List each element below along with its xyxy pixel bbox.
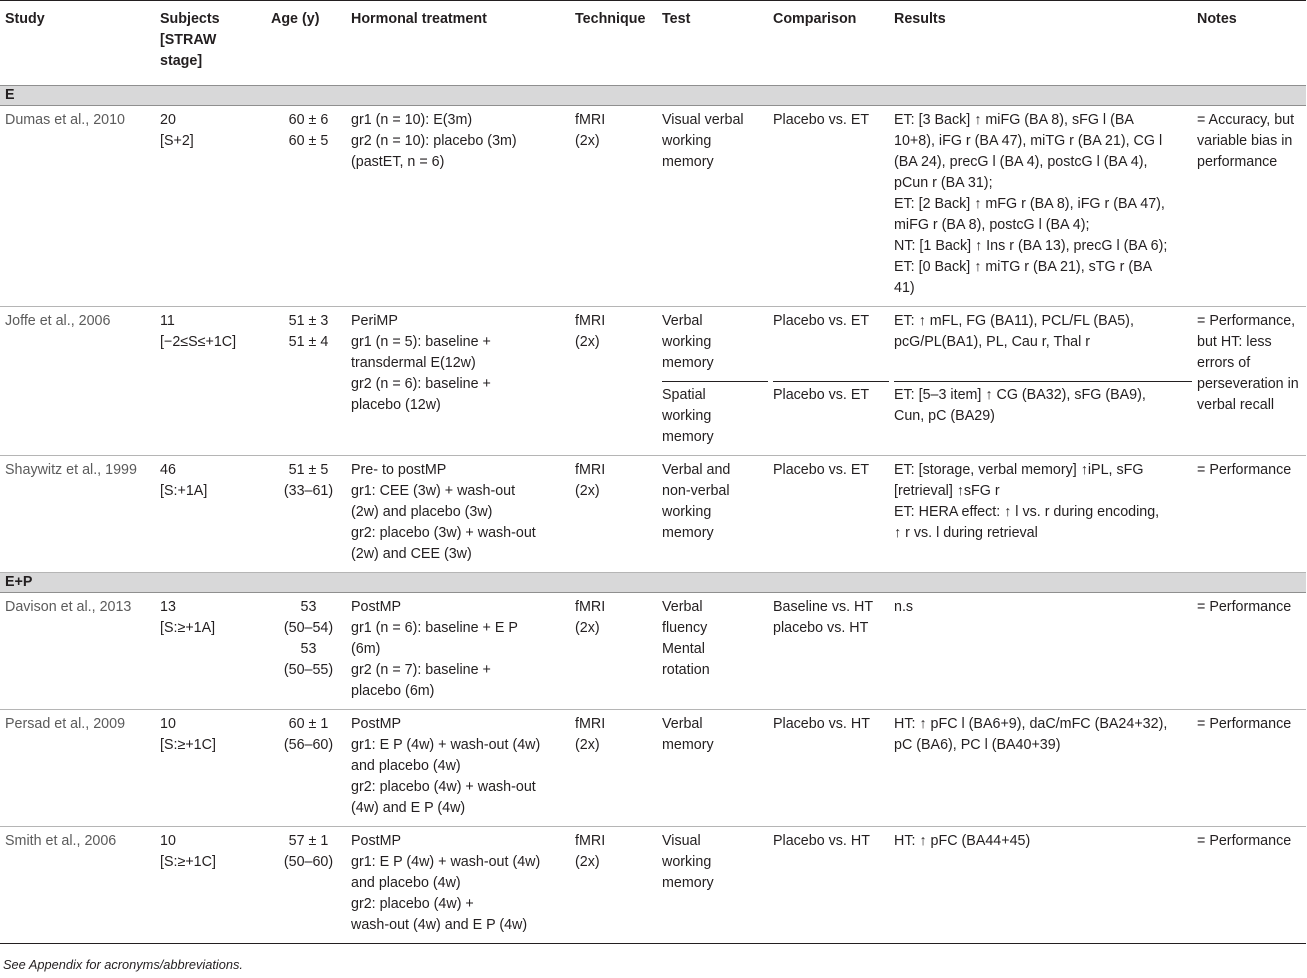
cell-line: = Accuracy, but bbox=[1197, 112, 1295, 128]
results-block bbox=[894, 381, 1192, 427]
cell-line: memory bbox=[662, 525, 714, 541]
cell-line: 10+8), iFG r (BA 47), miTG r (BA 21), CG l bbox=[894, 133, 1163, 149]
section-label: E+P bbox=[0, 573, 1306, 593]
cell-line: 60 ± 6 bbox=[288, 112, 329, 128]
cell-line: Visual bbox=[662, 833, 701, 849]
cell-line: 41) bbox=[894, 280, 915, 296]
cell-line: 53 bbox=[300, 599, 317, 615]
cell-line: (2x) bbox=[575, 334, 600, 350]
cell-line: working bbox=[662, 408, 712, 424]
study-cell: Davison et al., 2013 bbox=[0, 593, 155, 710]
header-results: Results bbox=[889, 1, 1192, 86]
cell-line: = Performance bbox=[1197, 599, 1292, 615]
cell-line: working bbox=[662, 334, 712, 350]
cell-line: pC (BA6), PC l (BA40+39) bbox=[894, 737, 1061, 753]
cell-line: Verbal and bbox=[662, 462, 731, 478]
technique-cell bbox=[570, 307, 657, 456]
technique-cell bbox=[570, 593, 657, 710]
section-row bbox=[0, 573, 1306, 593]
cell-line: Cun, pC (BA29) bbox=[894, 408, 995, 424]
cell-line: (50–55) bbox=[283, 662, 334, 678]
notes-block bbox=[1197, 311, 1306, 416]
cell-line: fMRI bbox=[575, 313, 606, 329]
cell-line: (2x) bbox=[575, 737, 600, 753]
cell-line: and placebo (4w) bbox=[351, 875, 461, 891]
header-notes: Notes bbox=[1192, 1, 1306, 86]
technique-block bbox=[575, 597, 657, 639]
notes-cell bbox=[1192, 827, 1306, 944]
subjects-block bbox=[160, 714, 271, 756]
cell-line: ↑ r vs. l during retrieval bbox=[894, 525, 1038, 541]
test-cell bbox=[657, 456, 768, 573]
subjects-cell bbox=[155, 456, 271, 573]
cell-line: Pre- to postMP bbox=[351, 462, 447, 478]
study-cell: Dumas et al., 2010 bbox=[0, 106, 155, 307]
comparison-block bbox=[773, 597, 889, 639]
study-cell: Persad et al., 2009 bbox=[0, 710, 155, 827]
technique-cell bbox=[570, 710, 657, 827]
cell-line: (2w) and placebo (3w) bbox=[351, 504, 493, 520]
cell-line: fMRI bbox=[575, 716, 606, 732]
results-block bbox=[894, 460, 1192, 544]
cell-line: n.s bbox=[894, 599, 914, 615]
cell-line: = Performance, bbox=[1197, 313, 1296, 329]
table-header bbox=[0, 1, 1306, 86]
cell-line: 46 bbox=[160, 462, 176, 478]
notes-block bbox=[1197, 110, 1306, 173]
results-block bbox=[894, 714, 1192, 756]
technique-block bbox=[575, 831, 657, 873]
subjects-cell bbox=[155, 593, 271, 710]
study-cell: Shaywitz et al., 1999 bbox=[0, 456, 155, 573]
cell-line: working bbox=[662, 504, 712, 520]
cell-line: 10 bbox=[160, 833, 176, 849]
age-block bbox=[271, 460, 346, 502]
cell-line: fMRI bbox=[575, 462, 606, 478]
cell-line: [S:≥+1A] bbox=[160, 620, 216, 636]
cell-line: Spatial bbox=[662, 387, 706, 403]
cell-line: memory bbox=[662, 429, 714, 445]
technique-cell bbox=[570, 106, 657, 307]
study-cell: Joffe et al., 2006 bbox=[0, 307, 155, 456]
test-cell bbox=[657, 593, 768, 710]
cell-line: rotation bbox=[662, 662, 710, 678]
results-block bbox=[894, 110, 1192, 299]
test-cell bbox=[657, 827, 768, 944]
notes-block bbox=[1197, 597, 1306, 618]
cell-line: transdermal E(12w) bbox=[351, 355, 476, 371]
cell-line: [S:+1A] bbox=[160, 483, 208, 499]
subjects-cell bbox=[155, 307, 271, 456]
hormonal-treatment-block bbox=[351, 831, 570, 936]
notes-cell bbox=[1192, 307, 1306, 456]
cell-line: 51 ± 4 bbox=[288, 334, 329, 350]
notes-cell bbox=[1192, 106, 1306, 307]
cell-line: Visual verbal bbox=[662, 112, 744, 128]
subjects-cell bbox=[155, 710, 271, 827]
cell-line: Mental bbox=[662, 641, 705, 657]
cell-line: 20 bbox=[160, 112, 176, 128]
age-block bbox=[271, 110, 346, 152]
cell-line: working bbox=[662, 854, 712, 870]
cell-line: 13 bbox=[160, 599, 176, 615]
cell-line: variable bias in bbox=[1197, 133, 1293, 149]
subjects-cell bbox=[155, 827, 271, 944]
cell-line: Verbal bbox=[662, 716, 703, 732]
test-block bbox=[662, 460, 768, 544]
test-block bbox=[662, 831, 768, 894]
cell-line: ET: [5–3 item] ↑ CG (BA32), sFG (BA9), bbox=[894, 387, 1146, 403]
cell-line: [−2≤S≤+1C] bbox=[160, 334, 237, 350]
cell-line: = Performance bbox=[1197, 716, 1292, 732]
cell-line: HT: ↑ pFC (BA44+45) bbox=[894, 833, 1031, 849]
cell-line: memory bbox=[662, 875, 714, 891]
cell-line: Verbal bbox=[662, 599, 703, 615]
header-age: Age (y) bbox=[271, 1, 346, 86]
cell-line: gr2 (n = 7): baseline + bbox=[351, 662, 491, 678]
test-block bbox=[662, 381, 768, 448]
cell-line: ET: [storage, verbal memory] ↑iPL, sFG bbox=[894, 462, 1144, 478]
header-hormonal-treatment: Hormonal treatment bbox=[346, 1, 570, 86]
cell-line: ET: [0 Back] ↑ miTG r (BA 21), sTG r (BA bbox=[894, 259, 1153, 275]
cell-line: 60 ± 5 bbox=[288, 133, 329, 149]
notes-cell bbox=[1192, 710, 1306, 827]
cell-line: (2w) and CEE (3w) bbox=[351, 546, 472, 562]
hormonal-treatment-cell bbox=[346, 106, 570, 307]
comparison-cell bbox=[768, 710, 889, 827]
hormonal-treatment-block bbox=[351, 110, 570, 173]
cell-line: pCun r (BA 31); bbox=[894, 175, 993, 191]
header-technique: Technique bbox=[570, 1, 657, 86]
table-body bbox=[0, 86, 1306, 944]
comparison-block bbox=[773, 714, 889, 735]
cell-line: non-verbal bbox=[662, 483, 730, 499]
test-block bbox=[662, 110, 768, 173]
cell-line: (2x) bbox=[575, 620, 600, 636]
cell-line: 51 ± 3 bbox=[288, 313, 329, 329]
cell-line: PostMP bbox=[351, 716, 402, 732]
table-row bbox=[0, 710, 1306, 827]
cell-line: placebo (6m) bbox=[351, 683, 435, 699]
age-block bbox=[271, 831, 346, 873]
cell-line: gr1 (n = 6): baseline + E P bbox=[351, 620, 518, 636]
cell-line: (33–61) bbox=[283, 483, 334, 499]
results-block bbox=[894, 597, 1192, 618]
header-subjects-line: Subjects bbox=[160, 11, 220, 27]
cell-line: fMRI bbox=[575, 599, 606, 615]
cell-line: wash-out (4w) and E P (4w) bbox=[351, 917, 528, 933]
results-cell bbox=[889, 827, 1192, 944]
cell-line: verbal recall bbox=[1197, 397, 1275, 413]
table-row bbox=[0, 456, 1306, 573]
results-cell bbox=[889, 307, 1192, 456]
test-cell bbox=[657, 307, 768, 456]
subjects-block bbox=[160, 311, 271, 353]
results-cell bbox=[889, 710, 1192, 827]
comparison-cell bbox=[768, 307, 889, 456]
cell-line: [S:≥+1C] bbox=[160, 737, 216, 753]
test-cell bbox=[657, 106, 768, 307]
hormonal-treatment-block bbox=[351, 460, 570, 565]
age-block bbox=[271, 311, 346, 353]
cell-line: PostMP bbox=[351, 599, 402, 615]
age-block bbox=[271, 597, 346, 681]
cell-line: placebo (12w) bbox=[351, 397, 441, 413]
technique-block bbox=[575, 110, 657, 152]
cell-line: (6m) bbox=[351, 641, 381, 657]
cell-line: PeriMP bbox=[351, 313, 398, 329]
table-row bbox=[0, 106, 1306, 307]
cell-line: Baseline vs. HT bbox=[773, 599, 874, 615]
cell-line: ET: [3 Back] ↑ miFG (BA 8), sFG l (BA bbox=[894, 112, 1134, 128]
results-cell bbox=[889, 593, 1192, 710]
cell-line: Placebo vs. ET bbox=[773, 112, 870, 128]
cell-line: Placebo vs. ET bbox=[773, 387, 870, 403]
hormonal-treatment-block bbox=[351, 714, 570, 819]
cell-line: (50–54) bbox=[283, 620, 334, 636]
cell-line: Placebo vs. HT bbox=[773, 833, 870, 849]
cell-line: memory bbox=[662, 154, 714, 170]
cell-line: working bbox=[662, 133, 712, 149]
subjects-block bbox=[160, 110, 271, 152]
technique-cell bbox=[570, 456, 657, 573]
cell-line: perseveration in bbox=[1197, 376, 1299, 392]
table-row bbox=[0, 307, 1306, 456]
cell-line: = Performance bbox=[1197, 462, 1292, 478]
results-block bbox=[894, 311, 1192, 353]
cell-line: ET: [2 Back] ↑ mFG r (BA 8), iFG r (BA 47), bbox=[894, 196, 1165, 212]
cell-line: (BA 24), precG l (BA 4), postcG l (BA 4), bbox=[894, 154, 1148, 170]
hormonal-treatment-cell bbox=[346, 307, 570, 456]
cell-line: performance bbox=[1197, 154, 1278, 170]
cell-line: 60 ± 1 bbox=[288, 716, 329, 732]
age-cell bbox=[271, 307, 346, 456]
subjects-block bbox=[160, 831, 271, 873]
cell-line: (2x) bbox=[575, 854, 600, 870]
subjects-cell bbox=[155, 106, 271, 307]
comparison-block bbox=[773, 381, 889, 406]
cell-line: gr1: E P (4w) + wash-out (4w) bbox=[351, 737, 541, 753]
cell-line: gr1: CEE (3w) + wash-out bbox=[351, 483, 516, 499]
cell-line: gr2: placebo (3w) + wash-out bbox=[351, 525, 536, 541]
hormonal-treatment-block bbox=[351, 597, 570, 702]
comparison-block bbox=[773, 311, 889, 332]
cell-line: memory bbox=[662, 355, 714, 371]
results-cell bbox=[889, 106, 1192, 307]
cell-line: (2x) bbox=[575, 483, 600, 499]
cell-line: fMRI bbox=[575, 833, 606, 849]
cell-line: ET: HERA effect: ↑ l vs. r during encoding, bbox=[894, 504, 1160, 520]
age-cell bbox=[271, 106, 346, 307]
age-cell bbox=[271, 593, 346, 710]
hormonal-treatment-cell bbox=[346, 593, 570, 710]
test-block bbox=[662, 714, 768, 756]
cell-line: Placebo vs. HT bbox=[773, 716, 870, 732]
cell-line: (56–60) bbox=[283, 737, 334, 753]
test-block bbox=[662, 597, 768, 681]
comparison-cell bbox=[768, 593, 889, 710]
cell-line: gr2: placebo (4w) + bbox=[351, 896, 474, 912]
cell-line: (2x) bbox=[575, 133, 600, 149]
cell-line: HT: ↑ pFC l (BA6+9), daC/mFC (BA24+32), bbox=[894, 716, 1168, 732]
age-cell bbox=[271, 456, 346, 573]
cell-line: gr1 (n = 10): E(3m) bbox=[351, 112, 473, 128]
hormonal-treatment-cell bbox=[346, 456, 570, 573]
age-cell bbox=[271, 710, 346, 827]
results-cell bbox=[889, 456, 1192, 573]
cell-line: and placebo (4w) bbox=[351, 758, 461, 774]
cell-line: 51 ± 5 bbox=[288, 462, 329, 478]
cell-line: Placebo vs. ET bbox=[773, 313, 870, 329]
cell-line: [retrieval] ↑sFG r bbox=[894, 483, 1000, 499]
hormonal-treatment-block bbox=[351, 311, 570, 416]
comparison-cell bbox=[768, 456, 889, 573]
section-label: E bbox=[0, 86, 1306, 106]
cell-line: gr2 (n = 6): baseline + bbox=[351, 376, 491, 392]
notes-block bbox=[1197, 460, 1306, 481]
comparison-block bbox=[773, 110, 889, 131]
cell-line: = Performance bbox=[1197, 833, 1292, 849]
cell-line: PostMP bbox=[351, 833, 402, 849]
cell-line: fMRI bbox=[575, 112, 606, 128]
study-cell: Smith et al., 2006 bbox=[0, 827, 155, 944]
cell-line: gr1 (n = 5): baseline + bbox=[351, 334, 491, 350]
test-block bbox=[662, 311, 768, 374]
cell-line: [S+2] bbox=[160, 133, 194, 149]
cell-line: gr2 (n = 10): placebo (3m) bbox=[351, 133, 517, 149]
cell-line: placebo vs. HT bbox=[773, 620, 869, 636]
header-study: Study bbox=[0, 1, 155, 86]
cell-line: (pastET, n = 6) bbox=[351, 154, 445, 170]
technique-block bbox=[575, 311, 657, 353]
hormonal-treatment-cell bbox=[346, 710, 570, 827]
cell-line: [S:≥+1C] bbox=[160, 854, 216, 870]
cell-line: 10 bbox=[160, 716, 176, 732]
cell-line: ET: ↑ mFL, FG (BA11), PCL/FL (BA5), bbox=[894, 313, 1134, 329]
header-subjects-line: stage] bbox=[160, 53, 203, 69]
technique-block bbox=[575, 460, 657, 502]
cell-line: (4w) and E P (4w) bbox=[351, 800, 466, 816]
cell-line: Placebo vs. ET bbox=[773, 462, 870, 478]
table-footnote: See Appendix for acronyms/abbreviations. bbox=[3, 957, 243, 972]
cell-line: Verbal bbox=[662, 313, 703, 329]
cell-line: miFG r (BA 8), postcG l (BA 4); bbox=[894, 217, 1090, 233]
cell-line: memory bbox=[662, 737, 714, 753]
comparison-cell bbox=[768, 106, 889, 307]
cell-line: (50–60) bbox=[283, 854, 334, 870]
header-test: Test bbox=[657, 1, 768, 86]
notes-cell bbox=[1192, 593, 1306, 710]
cell-line: fluency bbox=[662, 620, 708, 636]
hormonal-treatment-cell bbox=[346, 827, 570, 944]
section-row bbox=[0, 86, 1306, 106]
header-subjects bbox=[155, 1, 271, 86]
cell-line: pcG/PL(BA1), PL, Cau r, Thal r bbox=[894, 334, 1091, 350]
test-cell bbox=[657, 710, 768, 827]
results-block bbox=[894, 831, 1192, 852]
technique-cell bbox=[570, 827, 657, 944]
table-row bbox=[0, 827, 1306, 944]
comparison-block bbox=[773, 460, 889, 481]
cell-line: 57 ± 1 bbox=[288, 833, 329, 849]
cell-line: errors of bbox=[1197, 355, 1251, 371]
notes-block bbox=[1197, 831, 1306, 852]
technique-block bbox=[575, 714, 657, 756]
cell-line: gr2: placebo (4w) + wash-out bbox=[351, 779, 536, 795]
cell-line: gr1: E P (4w) + wash-out (4w) bbox=[351, 854, 541, 870]
subjects-block bbox=[160, 597, 271, 639]
cell-line: but HT: less bbox=[1197, 334, 1272, 350]
header-subjects-line: [STRAW bbox=[160, 32, 217, 48]
comparison-block bbox=[773, 831, 889, 852]
subjects-block bbox=[160, 460, 271, 502]
cell-line: 53 bbox=[300, 641, 317, 657]
notes-block bbox=[1197, 714, 1306, 735]
cell-line: 11 bbox=[160, 313, 175, 329]
table-row bbox=[0, 593, 1306, 710]
cell-line: NT: [1 Back] ↑ Ins r (BA 13), precG l (BA 6); bbox=[894, 238, 1168, 254]
age-block bbox=[271, 714, 346, 756]
notes-cell bbox=[1192, 456, 1306, 573]
comparison-cell bbox=[768, 827, 889, 944]
header-comparison: Comparison bbox=[768, 1, 889, 86]
age-cell bbox=[271, 827, 346, 944]
